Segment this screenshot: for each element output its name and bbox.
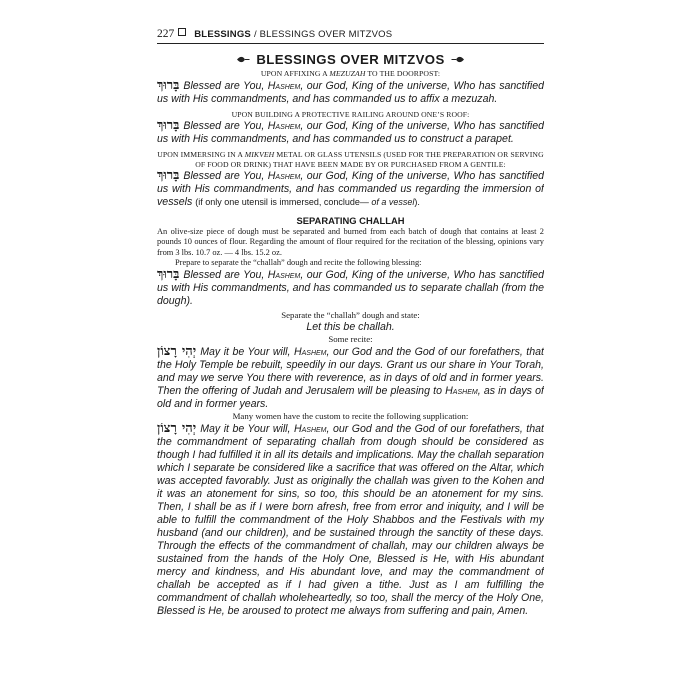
- blessing-mezuzah: בָּרוּךְ Blessed are You, Hashem, our God, King of the universe, Who has sanctified us with His commandments, and has commanded us to affix a mezuzah.: [157, 77, 544, 105]
- hebrew-yehi-ratzon: יְהִי רָצוֹן: [157, 420, 197, 436]
- blessing-mikveh: בָּרוּךְ Blessed are You, Hashem, our God, King of the universe, Who has sanctified us with His commandments, and has commanded us regarding the immersion of vessels (if only one utensil is immersed, conclude— of a vessel).: [157, 168, 544, 209]
- prayer-supplication: יְהִי רָצוֹן May it be Your will, Hashem, our God and the God of our forefathers, that the commandment of separating challah from dough should be considered as though I had fulfilled it in all its details and implications. May the challah separation which I separate be considered like a sacrifice that was offered on the Altar, which was accepted favorably. Just as originally the challah was given to the Kohen and it was an atonement for sins, so too, this should be an atonement for my sins. Then, I shall be as if I were born afresh, free from error and iniquity, and I will be able to fulfill the commandment of the Holy Shabbos and the Festivals with my husband (and our children), and be sustained through the sanctity of these days. Through the effects of the commandment of challah, may our children always be sustained from the hands of the Holy One, Blessed is He, with His abundant mercy and kindness, and His abundant love, and may the commandment of challah be accepted as if I had given a tithe. Just as I am fulfilling the commandment of challah wholeheartedly, so too, shall the mercy of the Holy One, Blessed is He, be aroused to protect me always from suffering and pain, Amen.: [157, 420, 544, 617]
- header-separator: /: [253, 29, 257, 40]
- instruction-mikveh: UPON IMMERSING IN A MIKVEH METAL OR GLASS UTENSILS (USED FOR THE PREPARATION OR SERVING OF FOOD OR DRINK) THAT HAVE BEEN MADE BY OR PURCHASED FROM A GENTILE:: [157, 150, 544, 169]
- page-title: BLESSINGS OVER MITZVOS: [256, 51, 445, 67]
- challah-prepare: Prepare to separate the “challah” dough and recite the following blessing:: [175, 257, 422, 267]
- page-number: 227: [157, 28, 175, 40]
- section-heading-challah: SEPARATING CHALLAH: [296, 215, 405, 227]
- right-flourish-icon: [451, 55, 465, 64]
- header-subsection: BLESSINGS OVER MITZVOS: [259, 29, 393, 40]
- challah-separate-instruction: Separate the “challah” dough and state:: [281, 309, 420, 320]
- blessing-challah: בָּרוּךְ Blessed are You, Hashem, our God, King of the universe, Who has sanctified us with His commandments, and has commanded us to separate challah (from the dough).: [157, 266, 544, 307]
- running-header: [157, 26, 544, 44]
- hebrew-baruch: בָּרוּךְ: [157, 77, 180, 93]
- some-recite: Some recite:: [328, 333, 373, 344]
- instruction-railing: UPON BUILDING A PROTECTIVE RAILING AROUND ONE’S ROOF:: [231, 109, 470, 119]
- header-section: BLESSINGS: [194, 29, 251, 40]
- page-title-row: [157, 50, 544, 68]
- instruction-mezuzah: UPON AFFIXING A MEZUZAH TO THE DOORPOST:: [260, 69, 441, 78]
- hebrew-baruch: בָּרוּךְ: [157, 168, 180, 184]
- hebrew-baruch: בָּרוּךְ: [157, 266, 180, 282]
- challah-intro: An olive-size piece of dough must be separated and burned from each batch of dough that contains at least 2 pounds 10 ounces of flour. Regarding the amount of flour required for the recitation of the blessing, opinions vary from 3 lbs. 10.7 oz. — 4 lbs. 15.2 oz.: [157, 227, 544, 257]
- challah-declaration: Let this be challah.: [306, 320, 395, 333]
- hebrew-baruch: בָּרוּךְ: [157, 118, 180, 134]
- book-page: [157, 26, 544, 688]
- square-ornament-icon: [178, 28, 186, 36]
- left-flourish-icon: [236, 55, 250, 64]
- prayer-temple: יְהִי רָצוֹן May it be Your will, Hashem, our God and the God of our forefathers, that the Holy Temple be rebuilt, speedily in our days. Grant us our share in Your Torah, and may we serve You there with reverence, as in days of old and in former years. Then the offering of Judah and Jerusalem will be pleasing to Hashem, as in days of old and in former years.: [157, 343, 544, 410]
- women-custom: Many women have the custom to recite the following supplication:: [232, 410, 469, 421]
- blessing-railing: בָּרוּךְ Blessed are You, Hashem, our God, King of the universe, Who has sanctified us with His commandments, and has commanded us to construct a parapet.: [157, 118, 544, 146]
- hebrew-yehi-ratzon: יְהִי רָצוֹן: [157, 343, 197, 359]
